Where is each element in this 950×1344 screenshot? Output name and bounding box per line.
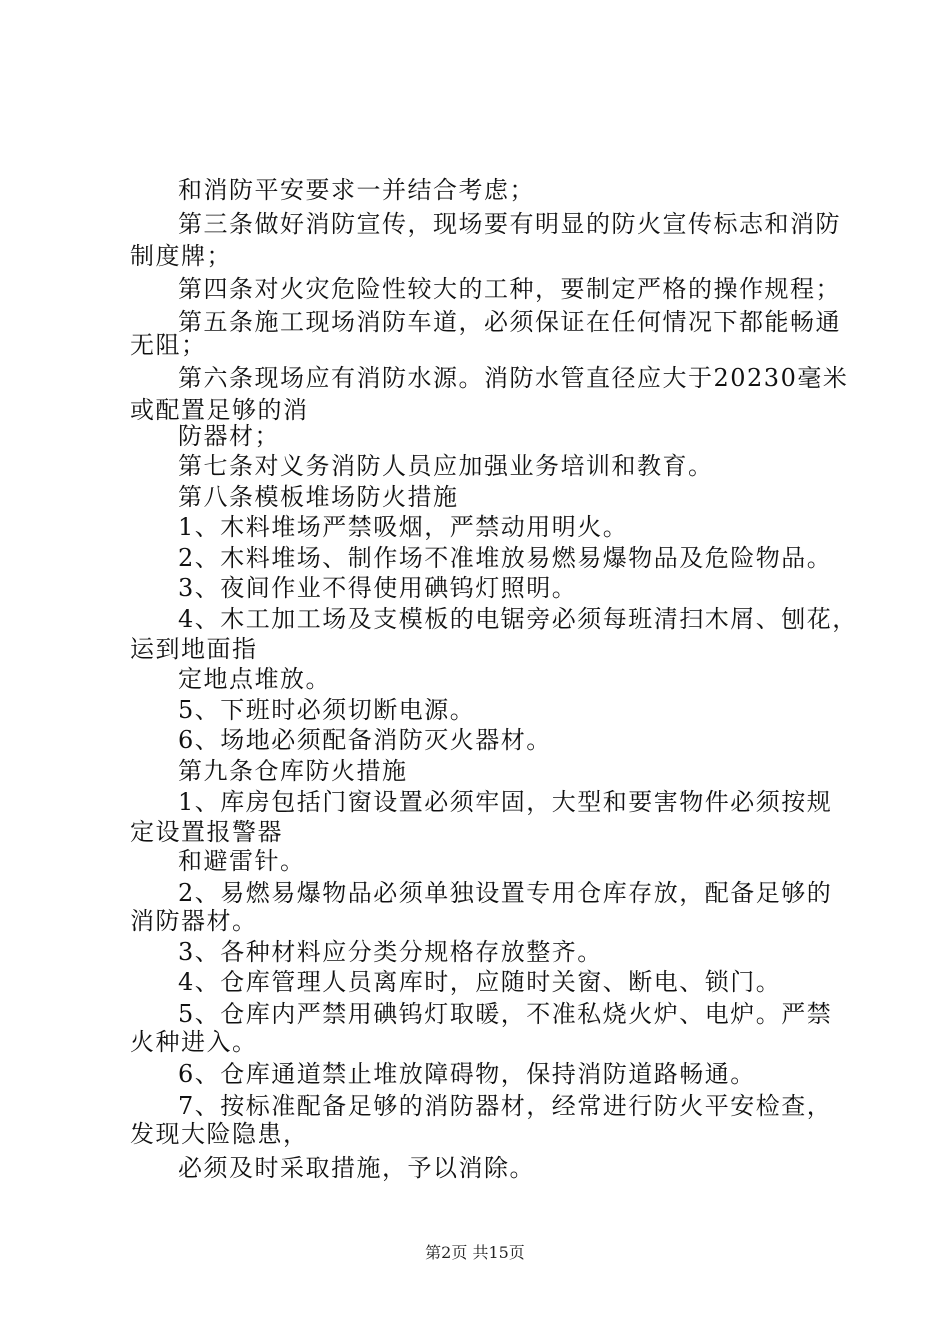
- text-line: 或配置足够的消: [130, 396, 309, 424]
- text-line: 防器材；: [178, 422, 280, 450]
- text-line: 3、夜间作业不得使用碘钨灯照明。: [178, 574, 578, 602]
- text-line: 5、下班时必须切断电源。: [178, 696, 476, 724]
- text-line: 2、木料堆场、制作场不准堆放易燃易爆物品及危险物品。: [178, 544, 833, 572]
- text-line: 第六条现场应有消防水源。消防水管直径应大于20230毫米: [178, 364, 849, 392]
- text-line: 2、易燃易爆物品必须单独设置专用仓库存放，配备足够的: [178, 879, 833, 907]
- text-line: 3、各种材料应分类分规格存放整齐。: [178, 938, 603, 966]
- text-line: 第五条施工现场消防车道，必须保证在任何情况下都能畅通: [178, 308, 841, 336]
- text-line: 第七条对义务消防人员应加强业务培训和教育。: [178, 452, 714, 480]
- text-line: 消防器材。: [130, 907, 258, 935]
- text-line: 6、场地必须配备消防灭火器材。: [178, 726, 552, 754]
- page-number-footer: 第2页 共15页: [425, 1243, 525, 1262]
- text-line: 制度牌；: [130, 242, 232, 270]
- text-line: 无阻；: [130, 331, 207, 359]
- text-line: 和消防平安要求一并结合考虑；: [178, 176, 535, 204]
- text-line: 7、按标准配备足够的消防器材，经常进行防火平安检查，: [178, 1092, 833, 1120]
- text-line: 4、木工加工场及支模板的电锯旁必须每班清扫木屑、刨花，: [178, 605, 858, 633]
- text-line: 1、库房包括门窗设置必须牢固，大型和要害物件必须按规: [178, 788, 833, 816]
- text-line: 运到地面指: [130, 635, 258, 663]
- text-line: 第三条做好消防宣传，现场要有明显的防火宣传标志和消防: [178, 210, 841, 238]
- text-line: 4、仓库管理人员离库时，应随时关窗、断电、锁门。: [178, 968, 782, 996]
- text-line: 和避雷针。: [178, 847, 306, 875]
- text-line: 定设置报警器: [130, 818, 283, 846]
- text-line: 第八条模板堆场防火措施: [178, 483, 459, 511]
- text-line: 第四条对火灾危险性较大的工种，要制定严格的操作规程；: [178, 275, 841, 303]
- text-line: 必须及时采取措施，予以消除。: [178, 1154, 535, 1182]
- text-line: 5、仓库内严禁用碘钨灯取暖，不准私烧火炉、电炉。严禁: [178, 1000, 833, 1028]
- text-line: 定地点堆放。: [178, 665, 331, 693]
- text-line: 1、木料堆场严禁吸烟，严禁动用明火。: [178, 513, 629, 541]
- text-line: 6、仓库通道禁止堆放障碍物，保持消防道路畅通。: [178, 1060, 756, 1088]
- text-line: 火种进入。: [130, 1028, 258, 1056]
- text-line: 发现大险隐患，: [130, 1120, 309, 1148]
- text-line: 第九条仓库防火措施: [178, 757, 408, 785]
